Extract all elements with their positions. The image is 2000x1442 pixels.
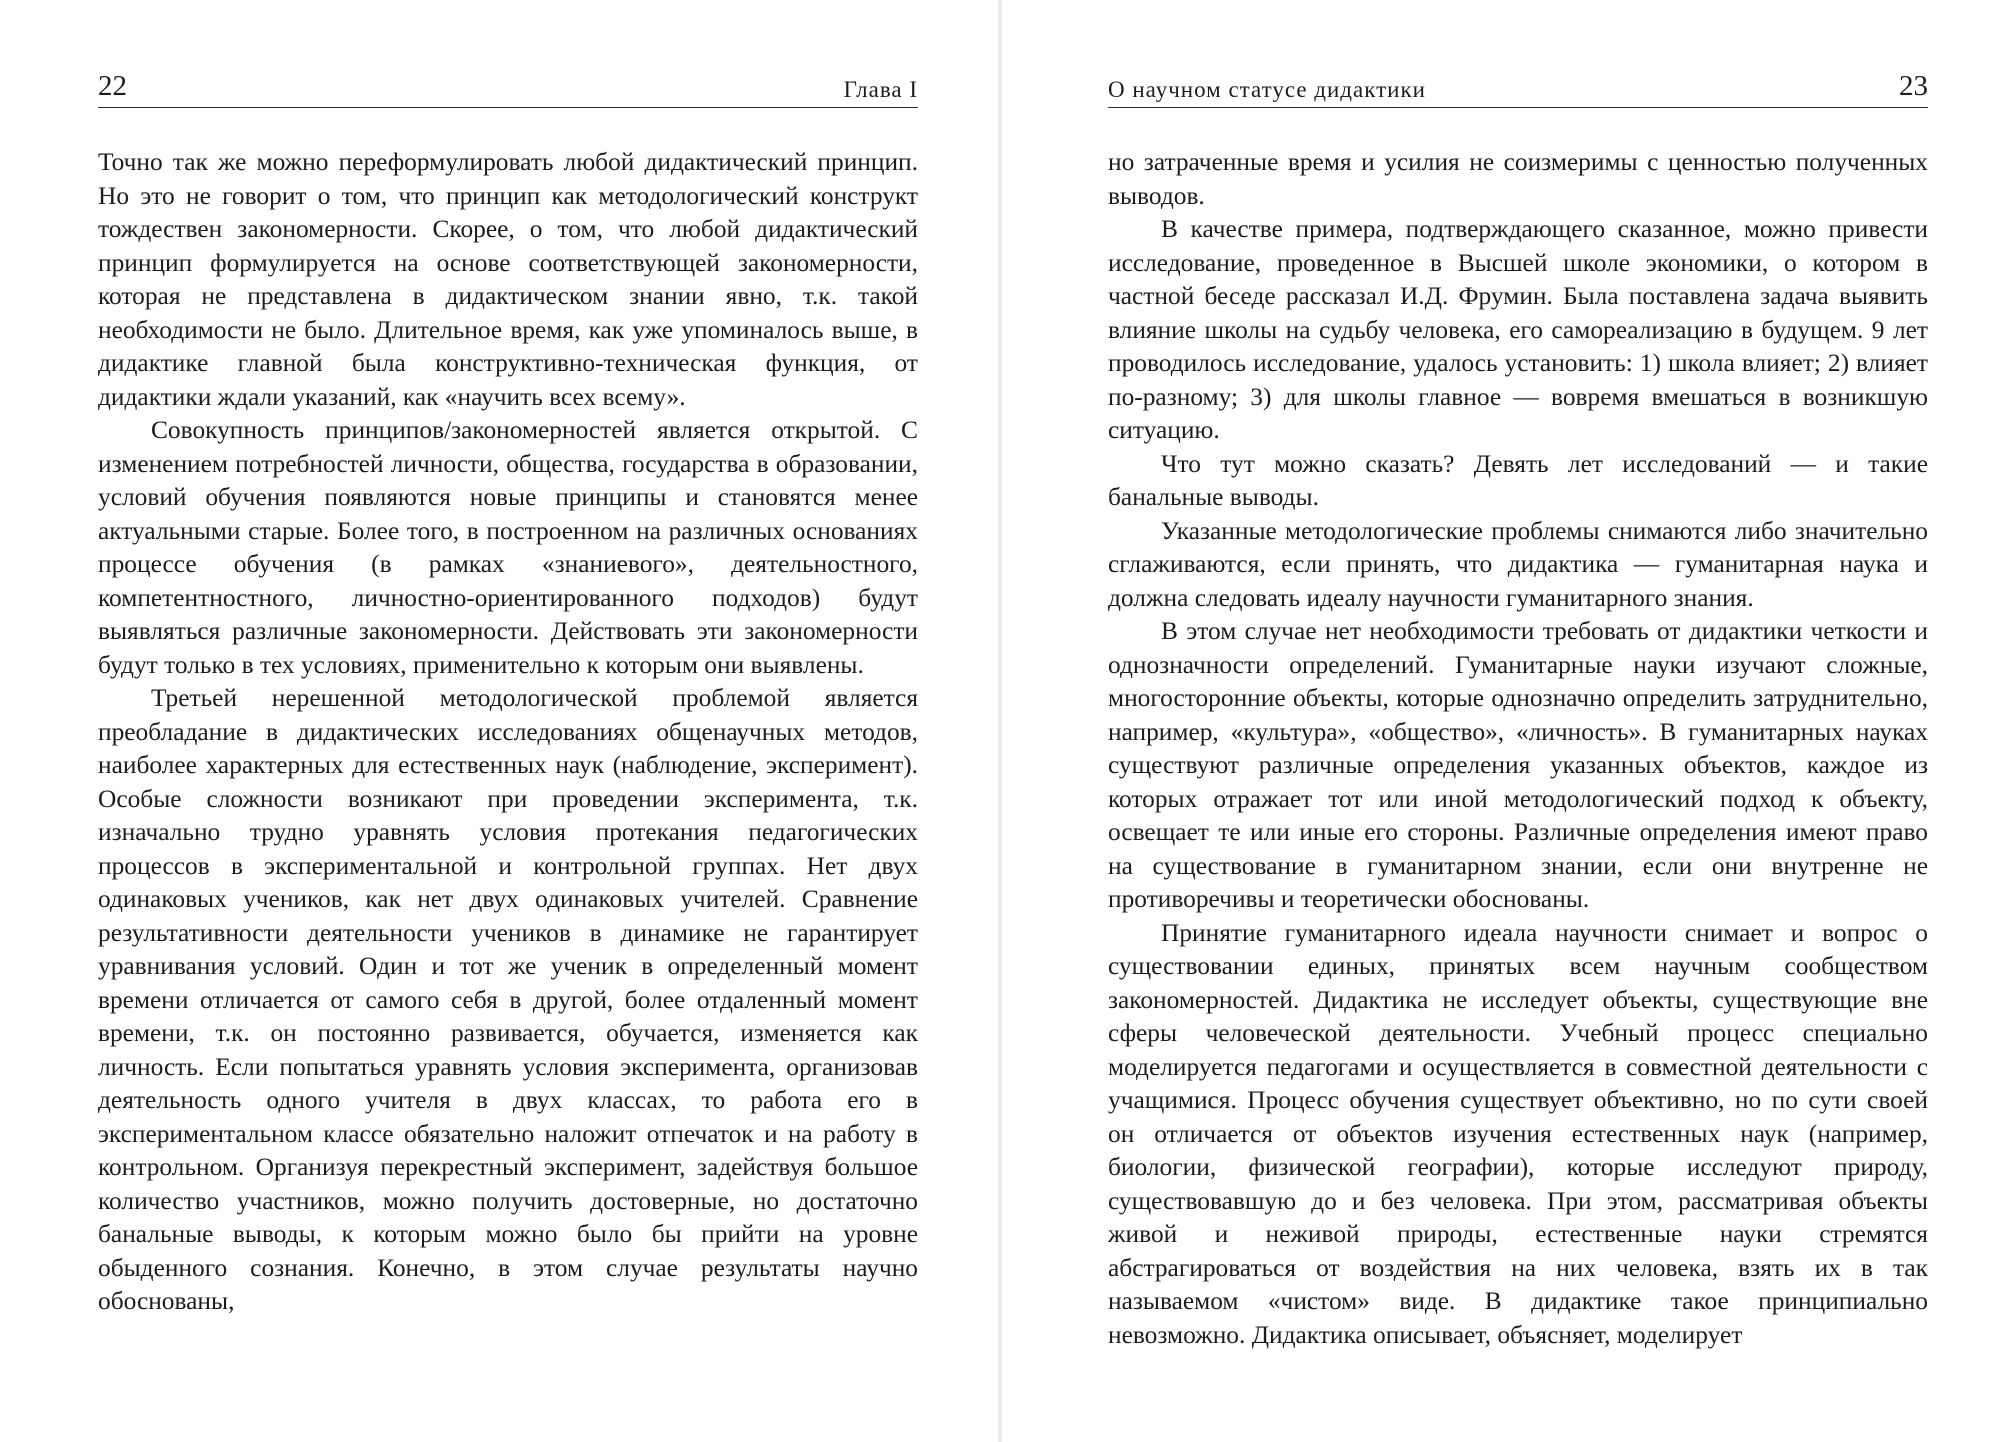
paragraph: Третьей нерешенной методологической проблемой является преобладание в дидактических исследованиях общенаучных методов, наиболее характерных для естественных наук (наблюдение, эксперимент). Особые сложности возникают при проведении эксперимента, т.к. изначально трудно уравнять условия протекания педагогических процессов в экспериментальной и контрольной группах. Нет двух одинаковых учеников, как нет двух одинаковых учителей. Сравнение результативности деятельности учеников в динамике не гарантирует уравнивания условий. Один и тот же ученик в определенный момент времени отличается от самого себя в другой, более отдаленный момент времени, т.к. он постоянно развивается, обучается, изменяется как личность. Если попытаться уравнять условия эксперимента, организовав деятельность одного учителя в двух классах, то работа его в экспериментальном классе обязательно наложит отпечаток и на работу в контрольном. Организуя перекрестный эксперимент, задействуя большое количество участников, можно получить достоверные, но достаточно банальные выводы, к которым можно было бы прийти на уровне обыденного сознания. Конечно, в этом случае результаты научно обоснованы,	[98, 684, 918, 1315]
running-head: Глава I	[843, 77, 918, 102]
paragraph: В этом случае нет необходимости требовать от дидактики четкости и однозначности определений. Гуманитарные науки изучают сложные, многосторонние объекты, которые однозначно определить затруднительно, например, «культура», «общество», «личность». В гуманитарных науках существуют различные определения указанных объектов, каждое из которых отражает тот или иной методологический подход к объекту, освещает те или иные его стороны. Различные определения имеют право на существование в гуманитарном знании, если они внутренне не противоречивы и теоретически обоснованы.	[1108, 617, 1928, 913]
page-number: 23	[1899, 70, 1928, 102]
right-page-body	[1108, 146, 1928, 1352]
paragraph: Точно так же можно переформулировать любой дидактический принцип. Но это не говорит о том, что принцип как методологический конструкт тождествен закономерности. Скорее, о том, что любой дидактический принцип формулируется на основе соответствующей закономерности, которая не представлена в дидактическом знании явно, т.к. такой необходимости не было. Длительное время, как уже упоминалось выше, в дидактике главной была конструктивно-техническая функция, от дидактики ждали указаний, как «научить всех всему».	[98, 148, 918, 411]
paragraph: Принятие гуманитарного идеала научности снимает и вопрос о существовании единых, принятых всем научным сообществом закономерностей. Дидактика не исследует объекты, существующие вне сферы человеческой деятельности. Учебный процесс специально моделируется педагогами и осуществляется в совместной деятельности с учащимися. Процесс обучения существует объективно, но по сути своей он отличается от объектов изучения естественных наук (например, биологии, физической географии), которые исследуют природу, существовавшую до и без человека. При этом, рассматривая объекты живой и неживой природы, естественные науки стремятся абстрагироваться от воздействия на них человека, взять их в так называемом «чистом» виде. В дидактике такое принципиально невозможно. Дидактика описывает, объясняет, моделирует	[1108, 918, 1928, 1349]
right-page	[1000, 0, 2000, 1442]
left-page-header	[98, 68, 918, 108]
paragraph: В качестве примера, подтверждающего сказанное, можно привести исследование, проведенное в Высшей школе экономики, о котором в частной беседе рассказал И.Д. Фрумин. Была поставлена задача выявить влияние школы на судьбу человека, его самореализацию в будущем. 9 лет проводилось исследование, удалось установить: 1) школа влияет; 2) влияет по-разному; 3) для школы главное — вовремя вмешаться в возникшую ситуацию.	[1108, 215, 1928, 444]
page-number: 22	[98, 70, 127, 102]
right-page-header	[1108, 68, 1928, 108]
running-head: О научном статусе дидактики	[1108, 77, 1426, 102]
paragraph: Совокупность принципов/закономерностей является открытой. С изменением потребностей личности, общества, государства в образовании, условий обучения появляются новые принципы и становятся менее актуальными старые. Более того, в построенном на различных основаниях процессе обучения (в рамках «знаниевого», деятельностного, компетентностного, личностно-ориентированного подходов) будут выявляться различные закономерности. Действовать эти закономерности будут только в тех условиях, применительно к которым они выявлены.	[98, 416, 918, 679]
paragraph: Что тут можно сказать? Девять лет исследований — и такие банальные выводы.	[1108, 449, 1928, 511]
left-page-body	[98, 146, 918, 1319]
paragraph: но затраченные время и усилия не соизмеримы с ценностью полученных выводов.	[1108, 148, 1928, 210]
paragraph: Указанные методологические проблемы снимаются либо значительно сглаживаются, если принять, что дидактика — гуманитарная наука и должна следовать идеалу научности гуманитарного знания.	[1108, 516, 1928, 612]
